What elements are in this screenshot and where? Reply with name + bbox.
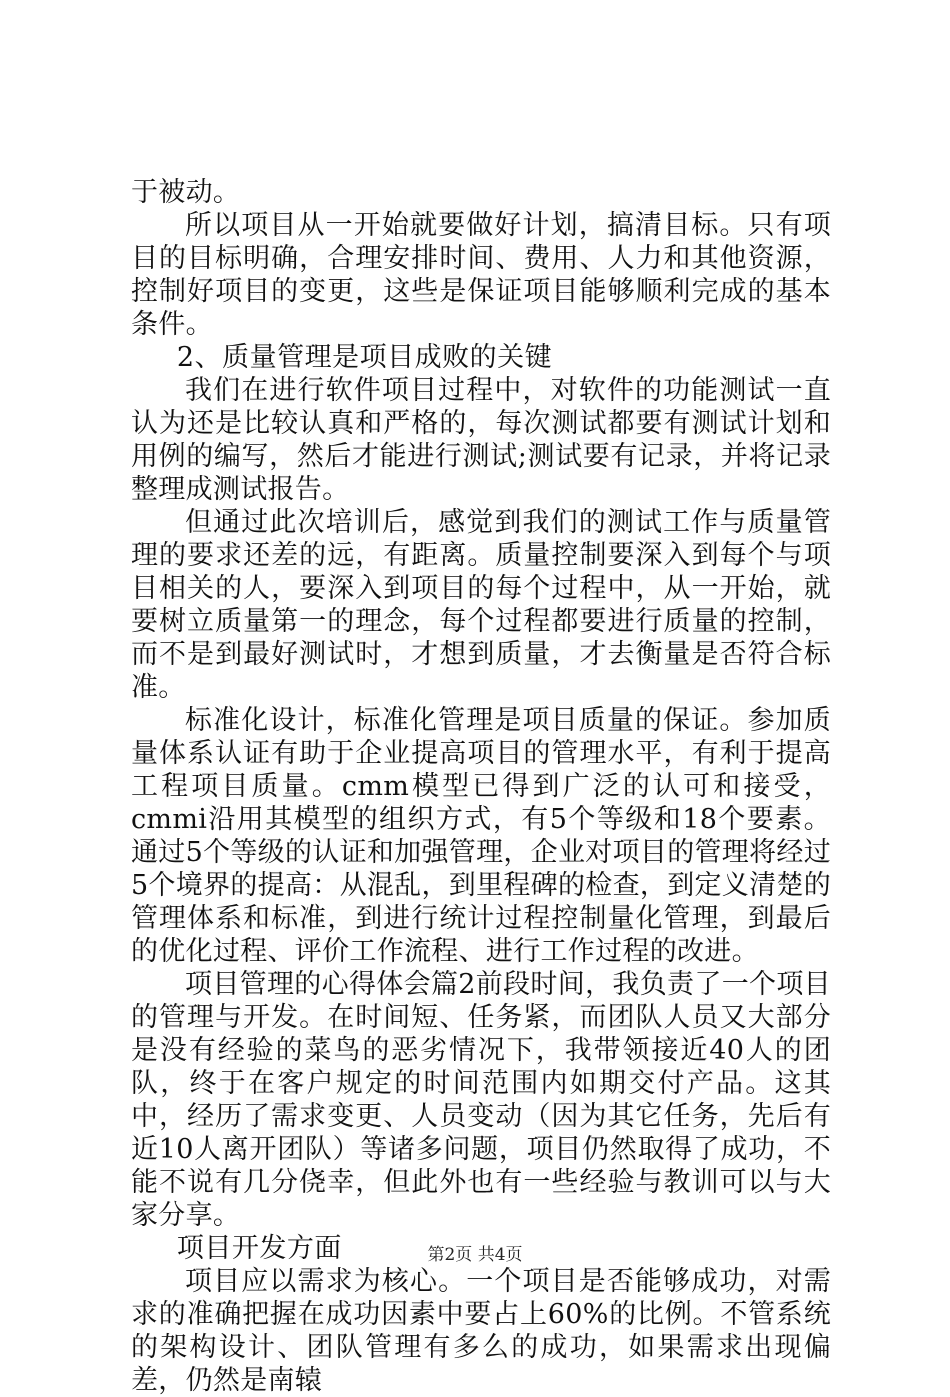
paragraph-standardization: 标准化设计，标准化管理是项目质量的保证。参加质量体系认证有助于企业提高项目的管理水平，有利于提高工程项目质量。cmm模型已得到广泛的认可和接受，cmmi沿用其模型的组织方式，有5个等级和18个要素。通过5个等级的认证和加强管理，企业对项目的管理将经过5个境界的提高：从混乱，到里程碑的检查，到定义清楚的管理体系和标准，到进行统计过程控制量化管理，到最后的优化过程、评价工作流程、进行工作过程的改进。 — [131, 705, 831, 967]
paragraph-testing: 我们在进行软件项目过程中，对软件的功能测试一直认为还是比较认真和严格的，每次测试都要有测试计划和用例的编写，然后才能进行测试;测试要有记录，并将记录整理成测试报告。 — [131, 375, 831, 505]
section-heading-quality: 2、质量管理是项目成败的关键 — [176, 342, 553, 373]
document-body — [131, 176, 831, 1397]
paragraph-requirements: 项目应以需求为核心。一个项目是否能够成功，对需求的准确把握在成功因素中要占上60%的比例。不管系统的架构设计、团队管理有多么的成功，如果需求出现偏差，仍然是南辕 — [131, 1266, 831, 1396]
paragraph-training: 但通过此次培训后，感觉到我们的测试工作与质量管理的要求还差的远，有距离。质量控制要深入到每个与项目相关的人，要深入到项目的每个过程中，从一开始，就要树立质量第一的理念，每个过程都要进行质量的控制，而不是到最好测试时，才想到质量，才去衡量是否符合标准。 — [131, 507, 831, 703]
paragraph-planning: 所以项目从一开始就要做好计划，搞清目标。只有项目的目标明确，合理安排时间、费用、人力和其他资源，控制好项目的变更，这些是保证项目能够顺利完成的基本条件。 — [131, 210, 831, 340]
page-footer: 第2页 共4页 — [427, 1245, 523, 1265]
section-heading-development: 项目开发方面 — [176, 1233, 342, 1264]
paragraph-continuation: 于被动。 — [131, 177, 241, 208]
paragraph-experience: 项目管理的心得体会篇2前段时间，我负责了一个项目的管理与开发。在时间短、任务紧，而团队人员又大部分是没有经验的菜鸟的恶劣情况下，我带领接近40人的团队，终于在客户规定的时间范围内如期交付产品。这其中，经历了需求变更、人员变动（因为其它任务，先后有近10人离开团队）等诸多问题，项目仍然取得了成功，不能不说有几分侥幸，但此外也有一些经验与教训可以与大家分享。 — [131, 969, 831, 1231]
